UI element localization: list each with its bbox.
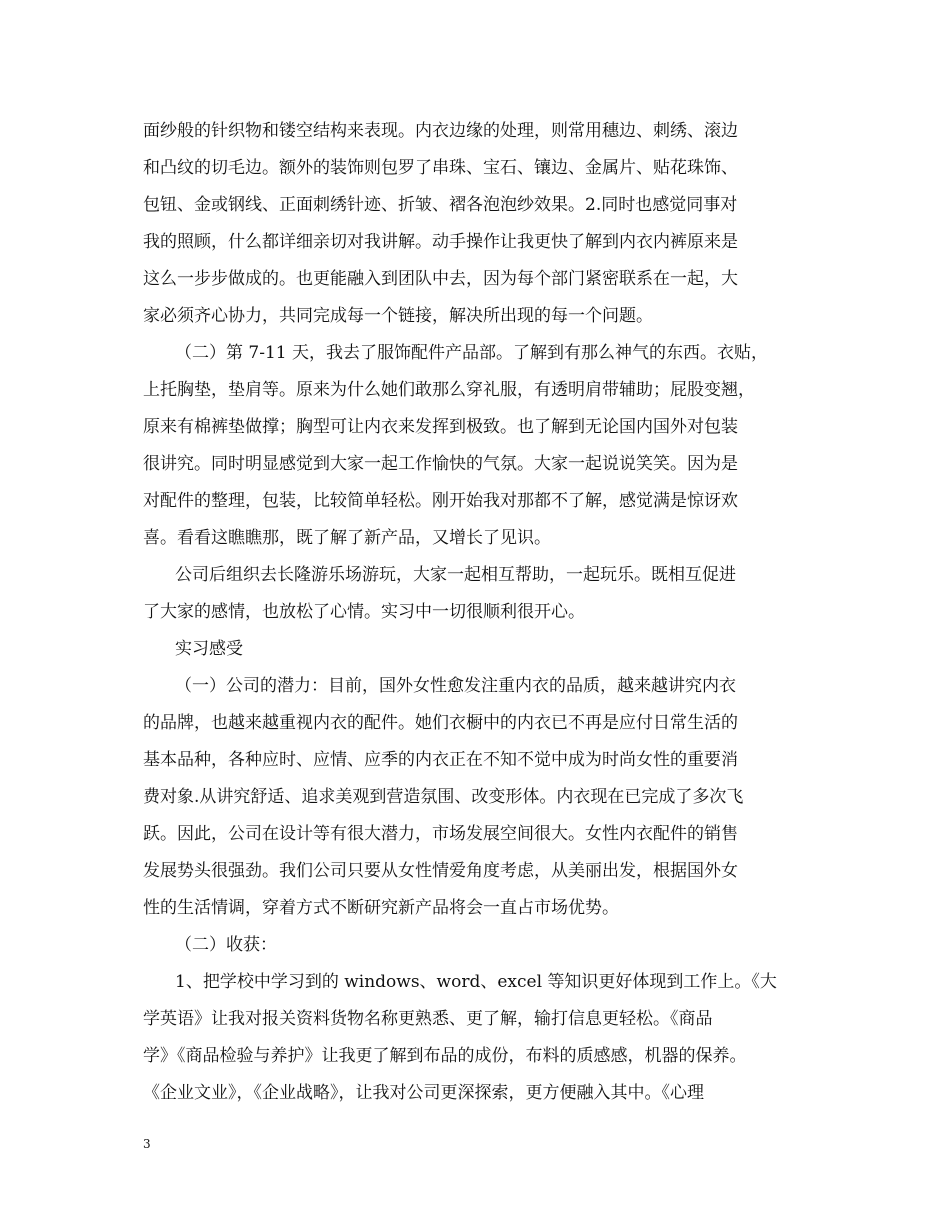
text-line: 性的生活情调，穿着方式不断研究新产品将会一直占市场优势。: [143, 898, 619, 918]
text-line: 很讲究。同时明显感觉到大家一起工作愉快的气氛。大家一起说说笑笑。因为是: [143, 454, 738, 474]
text-line: 了大家的感情，也放松了心情。实习中一切很顺利很开心。: [143, 602, 585, 622]
text-line: 跃。因此，公司在设计等有很大潜力，市场发展空间很大。女性内衣配件的销售: [143, 824, 738, 844]
text-line: 学英语》让我对报关资料货物名称更熟悉、更了解，输打信息更轻松。《商品: [143, 1009, 713, 1029]
text-line: 基本品种，各种应时、应情、应季的内衣正在不知不觉中成为时尚女性的重要消: [143, 750, 738, 770]
text-line: 《企业文业》，《企业战略》，让我对公司更深探索，更方便融入其中。《心理: [143, 1083, 704, 1103]
page-number: 3: [143, 1137, 151, 1151]
text-line: （二）收获：: [175, 935, 277, 955]
text-line: 这么一步步做成的。也更能融入到团队中去，因为每个部门紧密联系在一起，大: [143, 269, 738, 289]
text-line: 发展势头很强劲。我们公司只要从女性情爱角度考虑，从美丽出发，根据国外女: [143, 861, 738, 881]
text-line: 家必须齐心协力，共同完成每一个链接，解决所出现的每一个问题。: [143, 306, 653, 326]
text-line: 和凸纹的切毛边。额外的装饰则包罗了串珠、宝石、镶边、金属片、贴花珠饰、: [143, 158, 738, 178]
text-line: 学》《商品检验与养护》让我更了解到布品的成份，布料的质感感，机器的保养。: [143, 1046, 747, 1066]
text-line: （二）第 7-11 天，我去了服饰配件产品部。了解到有那么神气的东西。衣贴，: [175, 343, 768, 363]
text-line: 包钮、金或钢线、正面刺绣针迹、折皱、褶各泡泡纱效果。2.同时也感觉同事对: [143, 195, 738, 215]
text-line: 面纱般的针织物和镂空结构来表现。内衣边缘的处理，则常用穗边、刺绣、滚边: [143, 121, 738, 141]
text-line: 喜。看看这瞧瞧那，既了解了新产品，又增长了见识。: [143, 528, 551, 548]
text-line: 费对象.从讲究舒适、追求美观到营造氛围、改变形体。内衣现在已完成了多次飞: [143, 787, 744, 807]
text-line: 1、把学校中学习到的 windows、word、excel 等知识更好体现到工作上。《大: [175, 972, 777, 992]
text-line: 我的照顾，什么都详细亲切对我讲解。动手操作让我更快了解到内衣内裤原来是: [143, 232, 738, 252]
text-line: 上托胸垫，垫肩等。原来为什么她们敢那么穿礼服，有透明肩带辅助；屁股变翘，: [143, 380, 755, 400]
text-line: （一）公司的潜力：目前，国外女性愈发注重内衣的品质，越来越讲究内衣: [175, 676, 736, 696]
body-text: [143, 113, 808, 1112]
text-line: 原来有棉裤垫做撑；胸型可让内衣来发挥到极致。也了解到无论国内国外对包装: [143, 417, 738, 437]
text-line: 公司后组织去长隆游乐场游玩，大家一起相互帮助，一起玩乐。既相互促进: [175, 565, 736, 585]
text-line: 的品牌，也越来越重视内衣的配件。她们衣橱中的内衣已不再是应付日常生活的: [143, 713, 738, 733]
text-line: 对配件的整理，包装，比较简单轻松。刚开始我对那都不了解，感觉满是惊讶欢: [143, 491, 738, 511]
section-heading: 实习感受: [175, 639, 243, 659]
